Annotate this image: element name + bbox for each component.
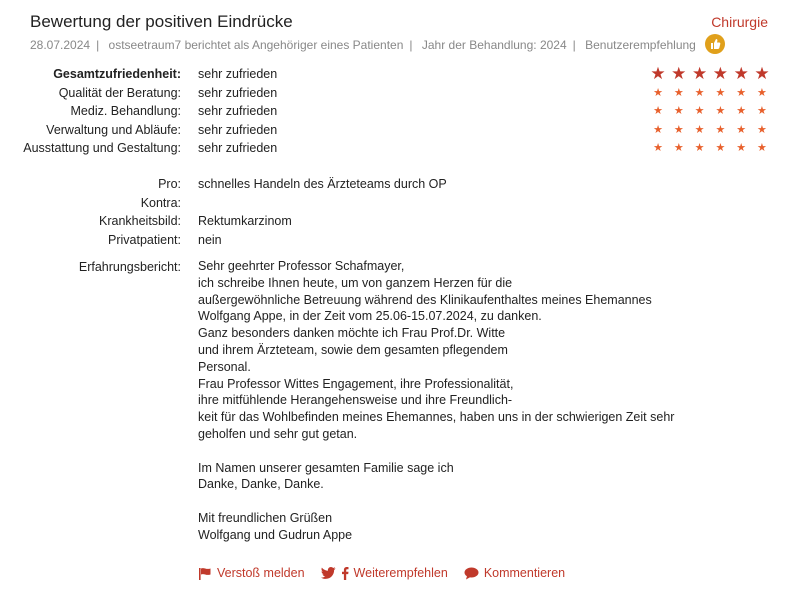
pro-label: Pro: bbox=[158, 177, 181, 191]
star-icon: ★ bbox=[712, 64, 729, 83]
report-line: geholfen und sehr gut getan. bbox=[198, 426, 358, 441]
rating-label: Mediz. Behandlung: bbox=[70, 104, 181, 118]
recommendation-label: Benutzerempfehlung bbox=[585, 38, 696, 53]
report-line bbox=[198, 443, 668, 460]
star-icon: ★ bbox=[757, 86, 767, 99]
star-icon: ★ bbox=[757, 123, 767, 136]
private-patient-label: Privatpatient: bbox=[108, 232, 181, 247]
star-icon: ★ bbox=[694, 86, 705, 99]
report-line: und ihrem Ärzteteam, sowie dem gesamten pflegendem bbox=[198, 342, 508, 357]
star-icon: ★ bbox=[757, 142, 767, 154]
star-icon: ★ bbox=[671, 64, 687, 83]
report-line: Personal. bbox=[198, 359, 251, 374]
star-icon: ★ bbox=[691, 64, 708, 83]
star-icon: ★ bbox=[715, 142, 726, 154]
report-line: Im Namen unserer gesamten Familie sage ich bbox=[198, 460, 454, 475]
report-label: Erfahrungsbericht: bbox=[78, 260, 181, 274]
star-icon: ★ bbox=[673, 123, 684, 136]
report-text bbox=[198, 258, 675, 544]
detail-row-contra bbox=[0, 194, 794, 213]
star-rating bbox=[650, 84, 770, 102]
report-line bbox=[198, 493, 668, 510]
rating-row-consultation bbox=[0, 84, 794, 103]
rating-value: sehr zufrieden bbox=[198, 67, 278, 81]
report-line: Ganz besonders danken möchte ich Frau Prof.Dr. Witte bbox=[198, 326, 506, 341]
treatment-year: Jahr der Behandlung: 2024 bbox=[421, 38, 567, 53]
report-line: Danke, Danke, Danke. bbox=[198, 477, 324, 492]
star-icon: ★ bbox=[736, 86, 747, 99]
detail-row-pro bbox=[0, 175, 794, 194]
illness-label: Krankheitsbild: bbox=[99, 214, 181, 228]
review-author[interactable]: ostseetraum7 berichtet als Angehöriger eines Patienten bbox=[108, 38, 404, 53]
details-section bbox=[0, 175, 794, 249]
report-line: keit für das Wohlbefinden meines Ehemannes, haben uns in der schwierigen Zeit sehr bbox=[198, 410, 675, 425]
star-icon: ★ bbox=[736, 142, 747, 154]
report-line: Frau Professor Wittes Engagement, ihre Professionalität, bbox=[198, 376, 514, 391]
rating-value: sehr zufrieden bbox=[198, 104, 278, 118]
star-icon: ★ bbox=[653, 105, 663, 117]
star-rating bbox=[650, 102, 770, 120]
report-line: ihre mitfühlende Herangehensweise und ihre Freundlich- bbox=[198, 393, 513, 408]
thumbs-up-icon bbox=[705, 34, 725, 54]
facebook-icon bbox=[341, 567, 349, 580]
review-meta: 28.07.2024 | ostseetraum7 berichtet als Angehöriger eines Patienten | Jahr der Behandlung: 2024 | Benutzerempfehlung bbox=[30, 36, 725, 56]
contra-label: Kontra: bbox=[140, 195, 181, 210]
star-icon: ★ bbox=[653, 123, 663, 136]
pro-value: schnelles Handeln des Ärzteteams durch OP bbox=[198, 177, 447, 191]
star-icon: ★ bbox=[715, 105, 726, 117]
report-line: Sehr geehrter Professor Schafmayer, bbox=[198, 259, 405, 273]
rating-label: Verwaltung und Abläufe: bbox=[46, 122, 181, 137]
star-rating bbox=[650, 65, 770, 83]
review-actions bbox=[198, 566, 565, 580]
star-icon: ★ bbox=[653, 142, 663, 154]
rating-row-facilities bbox=[0, 139, 794, 158]
category-link[interactable]: Chirurgie bbox=[711, 14, 768, 30]
review-title: Bewertung der positiven Eindrücke bbox=[30, 12, 293, 31]
recommend-button[interactable] bbox=[321, 566, 448, 580]
star-icon: ★ bbox=[694, 123, 705, 136]
star-rating bbox=[650, 139, 770, 157]
report-violation-button[interactable] bbox=[198, 566, 305, 580]
report-line: Wolfgang und Gudrun Appe bbox=[198, 527, 353, 542]
report-line: Mit freundlichen Grüßen bbox=[198, 510, 333, 525]
star-rating bbox=[650, 121, 770, 139]
flag-icon bbox=[198, 567, 212, 580]
report-line: ich schreibe Ihnen heute, um von ganzem Herzen für die bbox=[198, 275, 513, 290]
report-violation-label: Verstoß melden bbox=[217, 566, 305, 580]
rating-value: sehr zufrieden bbox=[198, 141, 278, 155]
rating-value: sehr zufrieden bbox=[198, 122, 278, 137]
rating-row-administration bbox=[0, 121, 794, 140]
twitter-icon bbox=[321, 567, 336, 579]
detail-row-private bbox=[0, 231, 794, 250]
ratings-section bbox=[0, 65, 794, 158]
review-date: 28.07.2024 bbox=[30, 38, 91, 53]
rating-label: Gesamtzufriedenheit: bbox=[53, 67, 181, 81]
star-icon: ★ bbox=[673, 142, 684, 154]
private-patient-value: nein bbox=[198, 232, 222, 247]
star-icon: ★ bbox=[733, 64, 749, 83]
detail-row-illness bbox=[0, 212, 794, 231]
report-line: Wolfgang Appe, in der Zeit vom 25.06-15.07.2024, zu danken. bbox=[198, 309, 542, 324]
star-icon: ★ bbox=[757, 105, 767, 117]
star-icon: ★ bbox=[694, 105, 705, 117]
illness-value: Rektumkarzinom bbox=[198, 214, 292, 228]
rating-row-treatment bbox=[0, 102, 794, 121]
star-icon: ★ bbox=[694, 142, 705, 154]
star-icon: ★ bbox=[673, 86, 684, 99]
recommend-label: Weiterempfehlen bbox=[353, 566, 448, 580]
comment-icon bbox=[464, 567, 479, 580]
star-icon: ★ bbox=[715, 123, 726, 136]
rating-row-overall bbox=[0, 65, 794, 84]
comment-label: Kommentieren bbox=[483, 566, 566, 580]
rating-label: Ausstattung und Gestaltung: bbox=[23, 141, 181, 155]
comment-button[interactable] bbox=[464, 566, 565, 580]
star-icon: ★ bbox=[673, 105, 684, 117]
star-icon: ★ bbox=[650, 64, 666, 83]
star-icon: ★ bbox=[736, 123, 747, 136]
star-icon: ★ bbox=[653, 86, 663, 99]
rating-value: sehr zufrieden bbox=[198, 85, 278, 100]
rating-label: Qualität der Beratung: bbox=[58, 85, 181, 100]
report-line: außergewöhnliche Betreuung während des Klinikaufenthaltes meines Ehemannes bbox=[198, 292, 652, 307]
star-icon: ★ bbox=[715, 86, 726, 99]
star-icon: ★ bbox=[736, 105, 747, 117]
star-icon: ★ bbox=[754, 64, 770, 83]
